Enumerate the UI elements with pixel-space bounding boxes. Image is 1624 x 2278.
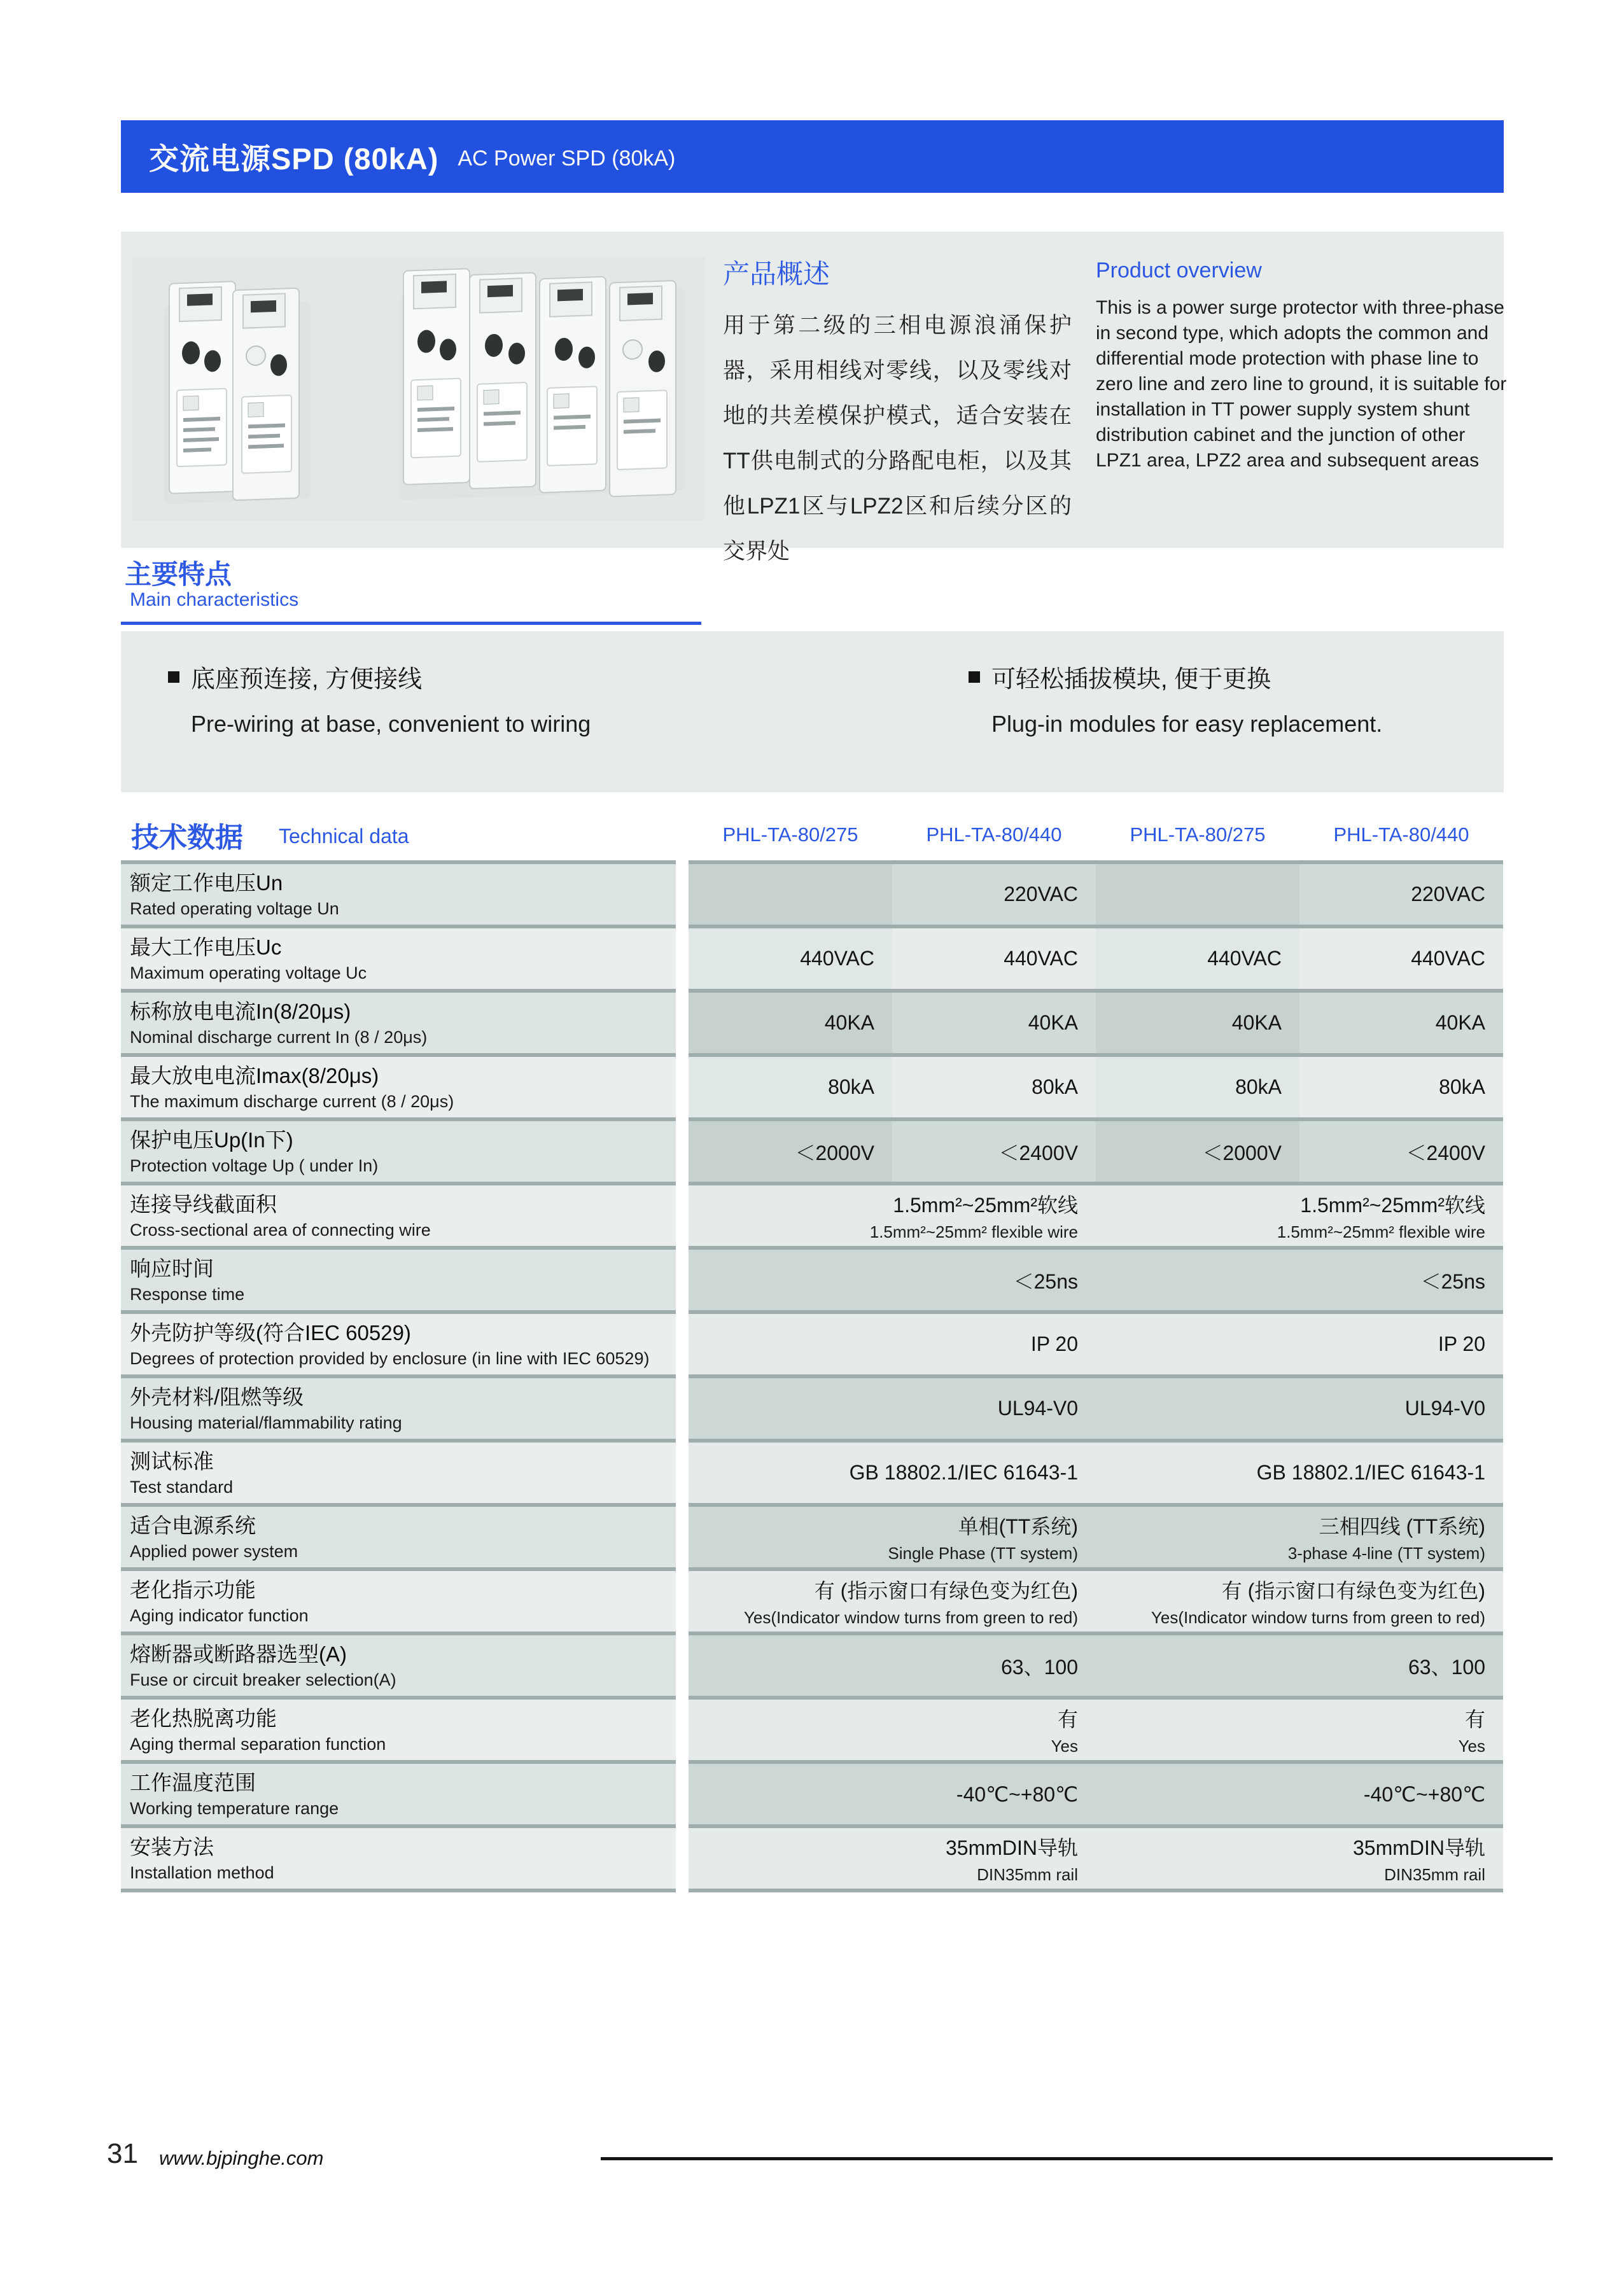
row-label-cn: 最大放电电流Imax(8/20μs)	[130, 1063, 379, 1087]
value-text: 35mmDIN导轨	[1352, 1836, 1485, 1859]
overview-title-en: Product overview	[1096, 258, 1262, 283]
row-label-cn: 熔断器或断路器选型(A)	[130, 1642, 347, 1666]
row-label-en: Working temperature range	[130, 1798, 339, 1818]
value-text: DIN35mm rail	[1384, 1865, 1485, 1884]
row-label	[121, 993, 676, 1053]
value-cell	[689, 993, 892, 1053]
table-row	[121, 1700, 1503, 1760]
value-cell	[892, 993, 1096, 1053]
technical-column-headers	[689, 823, 1503, 846]
row-label	[121, 928, 676, 989]
value-text: 63、100	[1408, 1655, 1485, 1679]
row-label-cn: 响应时间	[130, 1256, 214, 1280]
features-title-cn: 主要特点	[125, 559, 232, 589]
value-cell	[1096, 1828, 1503, 1889]
row-label-en: Fuse or circuit breaker selection(A)	[130, 1670, 396, 1689]
table-row	[121, 993, 1503, 1053]
row-label	[121, 1700, 676, 1760]
value-cell	[892, 864, 1096, 925]
value-text: 有 (指示窗口有绿色变为红色)	[1221, 1579, 1485, 1602]
row-label	[121, 1507, 676, 1567]
row-label-cn: 安装方法	[130, 1834, 214, 1859]
row-label-cn: 额定工作电压Un	[130, 870, 283, 895]
row-values	[689, 1250, 1503, 1310]
row-values	[689, 1443, 1503, 1503]
table-row	[121, 1250, 1503, 1310]
technical-table-body	[121, 860, 1503, 1892]
row-label-en: Cross-sectional area of connecting wire	[130, 1220, 431, 1240]
row-label	[121, 1764, 676, 1824]
row-values	[689, 928, 1503, 989]
product-photo	[132, 246, 718, 532]
row-label-en: Nominal discharge current In (8 / 20μs)	[130, 1027, 428, 1047]
technical-title-en: Technical data	[279, 825, 409, 848]
value-text: 1.5mm²~25mm²软线	[893, 1194, 1078, 1217]
row-label-cn: 工作温度范围	[130, 1770, 256, 1794]
row-values	[689, 1571, 1503, 1632]
row-label	[121, 1635, 676, 1696]
table-row	[121, 1571, 1503, 1632]
row-label-cn: 外壳材料/阻燃等级	[130, 1385, 304, 1409]
value-text: ＜25ns	[1013, 1269, 1078, 1293]
row-label-en: Housing material/flammability rating	[130, 1413, 402, 1432]
row-label	[121, 1057, 676, 1117]
value-text: Single Phase (TT system)	[888, 1544, 1078, 1563]
value-text: 1.5mm²~25mm² flexible wire	[869, 1222, 1078, 1241]
value-cell	[1299, 1057, 1503, 1117]
row-values	[689, 1314, 1503, 1374]
page-title-cn: 交流电源SPD (80kA)	[149, 141, 439, 176]
row-label-en: Response time	[130, 1284, 245, 1304]
value-text: GB 18802.1/IEC 61643-1	[1256, 1461, 1485, 1484]
features-section	[121, 631, 1504, 792]
feature-text-cn: 可轻松插拔模块, 便于更换	[991, 666, 1271, 693]
value-cell	[1096, 1443, 1503, 1503]
separator-segment	[689, 1889, 1503, 1892]
value-text: -40℃~+80℃	[956, 1782, 1078, 1806]
row-values	[689, 1185, 1503, 1246]
row-label-cn: 保护电压Up(In下)	[130, 1128, 293, 1152]
value-text: 有	[1464, 1708, 1485, 1731]
row-values	[689, 993, 1503, 1053]
column-header: PHL-TA-80/275	[722, 823, 858, 846]
technical-title-cn: 技术数据	[131, 822, 243, 853]
value-text: 80kA	[1032, 1075, 1078, 1098]
footer-rule	[601, 2157, 1553, 2160]
value-text: 80kA	[1235, 1075, 1282, 1098]
value-cell	[1299, 864, 1503, 925]
table-row	[121, 1635, 1503, 1696]
row-separator	[121, 1889, 1503, 1892]
table-row	[121, 1378, 1503, 1439]
value-cell	[1299, 993, 1503, 1053]
value-cell	[689, 1635, 1096, 1696]
table-row	[121, 1764, 1503, 1824]
value-text: 440VAC	[1411, 947, 1485, 970]
row-values	[689, 1507, 1503, 1567]
features-underline	[121, 622, 701, 625]
value-text: 有	[1057, 1708, 1078, 1731]
value-cell	[1299, 1121, 1503, 1182]
value-text: 40KA	[1435, 1011, 1485, 1034]
value-text: 40KA	[1028, 1011, 1078, 1034]
table-row	[121, 1314, 1503, 1374]
value-text: 单相(TT系统)	[958, 1515, 1078, 1538]
row-label	[121, 1443, 676, 1503]
value-text: Yes(Indicator window turns from green to red)	[1151, 1608, 1485, 1627]
table-row	[121, 1121, 1503, 1182]
row-label	[121, 1378, 676, 1439]
value-cell	[689, 1700, 1096, 1760]
value-cell	[892, 1057, 1096, 1117]
value-text: Yes	[1051, 1736, 1078, 1756]
value-cell	[689, 1378, 1096, 1439]
bullet-square-icon	[969, 671, 980, 683]
row-label-cn: 最大工作电压Uc	[130, 935, 282, 959]
value-cell	[1096, 928, 1299, 989]
value-cell	[689, 1250, 1096, 1310]
overview-body-cn: 用于第二级的三相电源浪涌保护器，采用相线对零线，以及零线对地的共差模保护模式，适合安装在TT供电制式的分路配电柜，以及其他LPZ1区与LPZ2区和后续分区的交界处	[723, 313, 1072, 564]
row-label	[121, 1185, 676, 1246]
value-text: 三相四线 (TT系统)	[1319, 1515, 1485, 1538]
footer-website: www.bjpinghe.com	[159, 2147, 324, 2169]
value-text: DIN35mm rail	[977, 1865, 1078, 1884]
value-cell	[1096, 1121, 1299, 1182]
value-text: 40KA	[824, 1011, 874, 1034]
table-row	[121, 1507, 1503, 1567]
value-cell	[689, 928, 892, 989]
value-text: ＜2400V	[998, 1141, 1078, 1164]
row-values	[689, 1121, 1503, 1182]
separator-segment	[121, 1889, 676, 1892]
value-text: ＜2400V	[1406, 1141, 1485, 1164]
row-label-en: The maximum discharge current (8 / 20μs)	[130, 1091, 454, 1111]
row-label	[121, 1828, 676, 1889]
value-text: 440VAC	[1004, 947, 1078, 970]
value-cell	[689, 1828, 1096, 1889]
value-cell	[1299, 928, 1503, 989]
row-values	[689, 1700, 1503, 1760]
value-cell	[1096, 1250, 1503, 1310]
row-label-en: Test standard	[130, 1477, 234, 1497]
table-row	[121, 1057, 1503, 1117]
value-cell	[892, 1121, 1096, 1182]
row-label-cn: 连接导线截面积	[130, 1192, 277, 1216]
value-text: UL94-V0	[997, 1397, 1078, 1420]
value-cell	[1096, 1700, 1503, 1760]
value-cell	[689, 1443, 1096, 1503]
value-text: Yes(Indicator window turns from green to red)	[743, 1608, 1078, 1627]
value-cell	[1096, 1314, 1503, 1374]
value-text: 220VAC	[1411, 883, 1485, 905]
value-cell	[689, 1185, 1096, 1246]
column-header: PHL-TA-80/440	[1333, 823, 1469, 846]
table-row	[121, 864, 1503, 925]
value-cell	[1096, 1507, 1503, 1567]
value-cell	[1096, 1057, 1299, 1117]
value-text: UL94-V0	[1404, 1397, 1485, 1420]
feature-text-cn: 底座预连接, 方便接线	[191, 666, 423, 693]
row-label-cn: 老化指示功能	[130, 1577, 256, 1602]
row-label	[121, 1571, 676, 1632]
overview-title-cn: 产品概述	[723, 259, 830, 289]
table-row	[121, 1443, 1503, 1503]
value-text: IP 20	[1030, 1332, 1078, 1355]
value-text: 80kA	[828, 1075, 874, 1098]
row-values	[689, 1378, 1503, 1439]
value-text: 40KA	[1231, 1011, 1282, 1034]
value-cell	[892, 928, 1096, 989]
value-text: -40℃~+80℃	[1363, 1782, 1485, 1806]
value-cell	[689, 864, 892, 925]
value-text: 440VAC	[800, 947, 874, 970]
row-label-en: Aging indicator function	[130, 1605, 309, 1625]
value-text: 3-phase 4-line (TT system)	[1287, 1544, 1485, 1563]
value-cell	[689, 1507, 1096, 1567]
value-cell	[689, 1121, 892, 1182]
value-text: GB 18802.1/IEC 61643-1	[849, 1461, 1078, 1484]
table-row	[121, 928, 1503, 989]
table-row	[121, 1828, 1503, 1889]
value-text: 1.5mm²~25mm²软线	[1300, 1194, 1485, 1217]
value-text: Yes	[1458, 1736, 1485, 1756]
value-text: IP 20	[1438, 1332, 1485, 1355]
page-header-bar	[121, 120, 1504, 193]
row-label-en: Maximum operating voltage Uc	[130, 963, 367, 982]
value-text: 63、100	[1001, 1655, 1078, 1679]
feature-item	[969, 659, 1382, 737]
row-label-en: Degrees of protection provided by enclosure (in line with IEC 60529)	[130, 1348, 650, 1368]
value-cell	[689, 1314, 1096, 1374]
value-cell	[1096, 1764, 1503, 1824]
row-label-cn: 外壳防护等级(符合IEC 60529)	[130, 1320, 411, 1345]
value-cell	[1096, 1185, 1503, 1246]
row-label-en: Applied power system	[130, 1541, 298, 1561]
value-cell	[1096, 1635, 1503, 1696]
value-cell	[689, 1764, 1096, 1824]
row-label-cn: 标称放电电流In(8/20μs)	[130, 999, 351, 1023]
value-cell	[1096, 1571, 1503, 1632]
row-label-cn: 老化热脱离功能	[130, 1706, 277, 1730]
row-label-en: Protection voltage Up ( under In)	[130, 1156, 379, 1175]
column-header: PHL-TA-80/440	[926, 823, 1062, 846]
value-cell	[1096, 993, 1299, 1053]
value-text: 80kA	[1439, 1075, 1485, 1098]
row-label	[121, 864, 676, 925]
feature-text-en: Plug-in modules for easy replacement.	[991, 711, 1383, 737]
row-label	[121, 1250, 676, 1310]
row-label-cn: 适合电源系统	[130, 1513, 256, 1537]
row-values	[689, 1764, 1503, 1824]
value-text: 220VAC	[1004, 883, 1078, 905]
row-label-en: Rated operating voltage Un	[130, 898, 339, 918]
row-label-en: Installation method	[130, 1862, 274, 1882]
feature-text-en: Pre-wiring at base, convenient to wiring	[191, 711, 591, 737]
value-text: ＜25ns	[1420, 1269, 1485, 1293]
feature-item	[168, 659, 591, 737]
value-text: 440VAC	[1207, 947, 1282, 970]
page-title-en: AC Power SPD (80kA)	[458, 146, 676, 171]
row-values	[689, 1635, 1503, 1696]
value-text: 1.5mm²~25mm² flexible wire	[1277, 1222, 1485, 1241]
value-cell	[1096, 864, 1299, 925]
value-text: 35mmDIN导轨	[945, 1836, 1078, 1859]
row-label	[121, 1121, 676, 1182]
row-label	[121, 1314, 676, 1374]
product-overview-section	[121, 232, 1507, 564]
row-values	[689, 1057, 1503, 1117]
value-text: ＜2000V	[1202, 1141, 1282, 1164]
column-header: PHL-TA-80/275	[1130, 823, 1266, 846]
row-values	[689, 864, 1503, 925]
row-values	[689, 1828, 1503, 1889]
overview-body-en: This is a power surge protector with three-phase in second type, which adopts the common and differential mode protection with phase line to zero line and zero line to ground, it is suitable for installation in TT power supply system shunt distribution cabinet and the junction of other LPZ1 area, LPZ2 area and subsequent areas	[1096, 297, 1507, 471]
value-text: 有 (指示窗口有绿色变为红色)	[814, 1579, 1078, 1602]
value-cell	[689, 1571, 1096, 1632]
table-row	[121, 1185, 1503, 1246]
bullet-square-icon	[168, 671, 179, 683]
value-text: ＜2000V	[795, 1141, 874, 1164]
page-number: 31	[107, 2138, 138, 2169]
row-label-cn: 测试标准	[130, 1449, 214, 1473]
row-label-en: Aging thermal separation function	[130, 1734, 386, 1754]
value-cell	[689, 1057, 892, 1117]
value-cell	[1096, 1378, 1503, 1439]
features-title-en: Main characteristics	[130, 589, 299, 610]
